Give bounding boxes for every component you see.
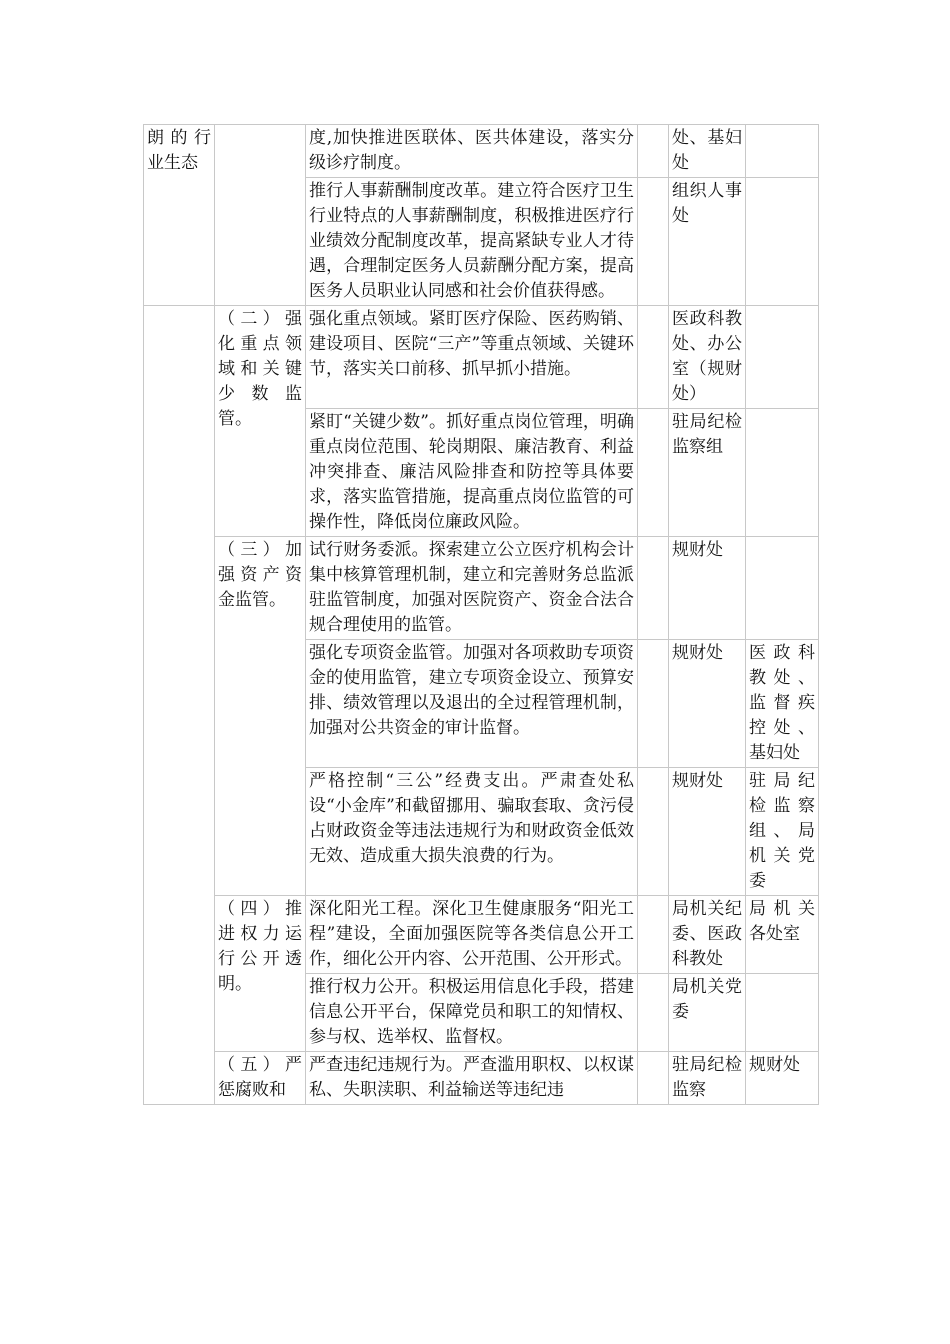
coop-unit-cell xyxy=(746,537,819,640)
coop-unit-text: 医政科教处、监督疾控处、基妇处 xyxy=(749,643,815,763)
coop-unit-text: 规财处 xyxy=(749,1055,800,1075)
table-row xyxy=(144,896,819,974)
task-label: （五）严惩腐败和 xyxy=(218,1055,302,1100)
measure-cell xyxy=(306,537,638,640)
lead-unit-cell xyxy=(669,974,746,1052)
measure-cell xyxy=(306,125,638,178)
lead-unit-cell xyxy=(669,537,746,640)
measure-text: 推行人事薪酬制度改革。建立符合医疗卫生行业特点的人事薪酬制度，积极推进医疗行业绩效分配制度改革，提高紧缺专业人才待遇，合理制定医务人员薪酬分配方案，提高医务人员职业认同感和社会价值获得感。 xyxy=(309,181,634,301)
lead-unit-text: 处、基妇处 xyxy=(672,128,742,173)
lead-unit-text: 规财处 xyxy=(672,771,723,791)
coop-unit-cell xyxy=(746,409,819,537)
empty-cell xyxy=(638,306,669,409)
coop-unit-text: 驻局纪检监察组、局机关党委 xyxy=(749,771,815,891)
coop-unit-cell xyxy=(746,896,819,974)
lead-unit-cell xyxy=(669,640,746,768)
measure-cell xyxy=(306,640,638,768)
task-label: （二）强化重点领域和关键少数监管。 xyxy=(218,309,302,429)
task-label: （三）加强资产资金监管。 xyxy=(218,540,302,610)
section-label-cell xyxy=(144,125,215,306)
measure-text: 度,加快推进医联体、医共体建设，落实分级诊疗制度。 xyxy=(309,128,634,173)
task-cell xyxy=(215,125,306,306)
measure-text: 深化阳光工程。深化卫生健康服务“阳光工程”建设，全面加强医院等各类信息公开工作，细化公开内容、公开范围、公开形式。 xyxy=(309,899,634,969)
table-row xyxy=(144,306,819,409)
lead-unit-cell xyxy=(669,1052,746,1105)
empty-cell xyxy=(638,125,669,178)
task-cell xyxy=(215,1052,306,1105)
measure-cell xyxy=(306,768,638,896)
empty-cell xyxy=(638,537,669,640)
table-row xyxy=(144,1052,819,1105)
section-label-cell xyxy=(144,306,215,1105)
coop-unit-text: 局机关各处室 xyxy=(749,899,815,944)
lead-unit-text: 规财处 xyxy=(672,643,723,663)
section-label: 朗的行业生态 xyxy=(147,128,211,173)
measure-text: 严格控制“三公”经费支出。严肃查处私设“小金库”和截留挪用、骗取套取、贪污侵占财政资金等违法违规行为和财政资金低效无效、造成重大损失浪费的行为。 xyxy=(309,771,634,866)
empty-cell xyxy=(638,409,669,537)
lead-unit-text: 驻局纪检监察 xyxy=(672,1055,742,1100)
coop-unit-cell xyxy=(746,1052,819,1105)
lead-unit-text: 医政科教处、办公室（规财处） xyxy=(672,309,742,404)
task-cell xyxy=(215,306,306,537)
measure-cell xyxy=(306,1052,638,1105)
lead-unit-text: 局机关党委 xyxy=(672,977,742,1022)
lead-unit-cell xyxy=(669,409,746,537)
measure-text: 紧盯“关键少数”。抓好重点岗位管理，明确重点岗位范围、轮岗期限、廉洁教育、利益冲突排查、廉洁风险排查和防控等具体要求，落实监管措施，提高重点岗位监管的可操作性，降低岗位廉政风险。 xyxy=(309,412,634,532)
table-row xyxy=(144,537,819,640)
lead-unit-text: 局机关纪委、医政科教处 xyxy=(672,899,742,969)
lead-unit-cell xyxy=(669,125,746,178)
measure-text: 严查违纪违规行为。严查滥用职权、以权谋私、失职渎职、利益输送等违纪违 xyxy=(309,1055,634,1100)
measure-cell xyxy=(306,896,638,974)
lead-unit-text: 组织人事处 xyxy=(672,181,742,226)
task-cell xyxy=(215,896,306,1052)
measure-text: 强化专项资金监管。加强对各项救助专项资金的使用监管，建立专项资金设立、预算安排、绩效管理以及退出的全过程管理机制，加强对公共资金的审计监督。 xyxy=(309,643,634,738)
coop-unit-cell xyxy=(746,974,819,1052)
coop-unit-cell xyxy=(746,640,819,768)
empty-cell xyxy=(638,974,669,1052)
empty-cell xyxy=(638,896,669,974)
table-row xyxy=(144,125,819,178)
lead-unit-cell xyxy=(669,306,746,409)
measure-cell xyxy=(306,178,638,306)
empty-cell xyxy=(638,1052,669,1105)
lead-unit-text: 驻局纪检监察组 xyxy=(672,412,742,457)
coop-unit-cell xyxy=(746,306,819,409)
lead-unit-cell xyxy=(669,896,746,974)
task-label: （四）推进权力运行公开透明。 xyxy=(218,899,302,994)
measure-cell xyxy=(306,974,638,1052)
task-cell xyxy=(215,537,306,896)
work-plan-table xyxy=(143,124,819,1105)
empty-cell xyxy=(638,640,669,768)
measure-text: 推行权力公开。积极运用信息化手段，搭建信息公开平台，保障党员和职工的知情权、参与权、选举权、监督权。 xyxy=(309,977,634,1047)
lead-unit-cell xyxy=(669,768,746,896)
lead-unit-cell xyxy=(669,178,746,306)
coop-unit-cell xyxy=(746,768,819,896)
measure-text: 试行财务委派。探索建立公立医疗机构会计集中核算管理机制，建立和完善财务总监派驻监管制度，加强对医院资产、资金合法合规合理使用的监管。 xyxy=(309,540,634,635)
measure-text: 强化重点领域。紧盯医疗保险、医药购销、建设项目、医院“三产”等重点领域、关键环节，落实关口前移、抓早抓小措施。 xyxy=(309,309,634,379)
measure-cell xyxy=(306,409,638,537)
measure-cell xyxy=(306,306,638,409)
coop-unit-cell xyxy=(746,178,819,306)
empty-cell xyxy=(638,178,669,306)
empty-cell xyxy=(638,768,669,896)
coop-unit-cell xyxy=(746,125,819,178)
lead-unit-text: 规财处 xyxy=(672,540,723,560)
